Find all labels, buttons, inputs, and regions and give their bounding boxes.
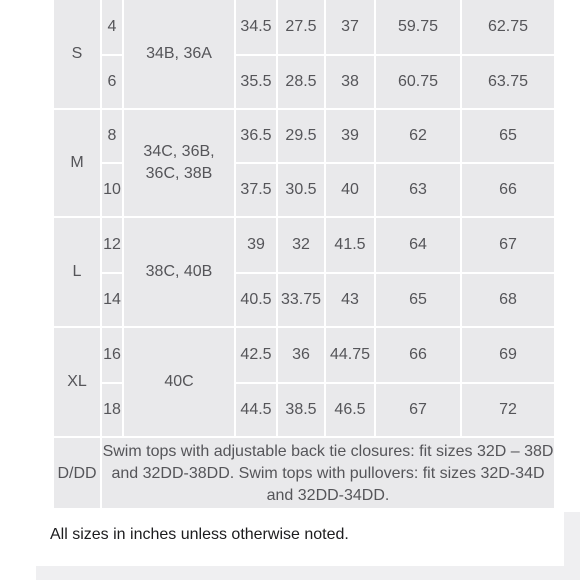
measurement-cell: 63.75 xyxy=(461,55,555,109)
measurement-cell: 72 xyxy=(461,383,555,437)
measurement-cell: 37.5 xyxy=(235,163,277,217)
measurement-cell: 33.75 xyxy=(277,273,325,327)
measurement-cell: 30.5 xyxy=(277,163,325,217)
bra-size: 38C, 40B xyxy=(123,217,235,327)
measurement-cell: 35.5 xyxy=(235,55,277,109)
table-row xyxy=(53,109,580,163)
measurement-cell: 43 xyxy=(325,273,375,327)
size-label: D/DD xyxy=(53,437,101,511)
numeric-size: 18 xyxy=(101,383,123,437)
measurement-cell: 64 xyxy=(375,217,461,273)
measurement-cell: 40.5 xyxy=(235,273,277,327)
table-row xyxy=(53,217,580,273)
size-chart-table xyxy=(52,0,580,512)
measurement-cell: 46.5 xyxy=(325,383,375,437)
blank-cell xyxy=(555,327,580,437)
size-label: S xyxy=(53,0,101,109)
measurement-cell: 37 xyxy=(325,0,375,55)
content-panel xyxy=(36,0,580,580)
measurement-cell: 29.5 xyxy=(277,109,325,163)
numeric-size: 14 xyxy=(101,273,123,327)
measurement-cell: 67 xyxy=(375,383,461,437)
measurement-cell: 38.5 xyxy=(277,383,325,437)
measurement-cell: 44.5 xyxy=(235,383,277,437)
measurement-cell: 62.75 xyxy=(461,0,555,55)
measurement-cell: 32 xyxy=(277,217,325,273)
bra-size: 34B, 36A xyxy=(123,0,235,109)
measurement-cell: 38 xyxy=(325,55,375,109)
note-cell: Swim tops with adjustable back tie closures: fit sizes 32D – 38D and 32DD-38DD. Swim tops with pullovers: fit sizes 32D-34D and 32DD-34DD. xyxy=(101,437,555,511)
measurement-cell: 63 xyxy=(375,163,461,217)
numeric-size: 16 xyxy=(101,327,123,383)
measurement-cell: 68 xyxy=(461,273,555,327)
bra-size: 40C xyxy=(123,327,235,437)
size-label: M xyxy=(53,109,101,217)
measurement-cell: 60.75 xyxy=(375,55,461,109)
left-margin xyxy=(0,0,36,580)
measurement-cell: 34.5 xyxy=(235,0,277,55)
bra-size: 34C, 36B, 36C, 38B xyxy=(123,109,235,217)
table-row xyxy=(53,0,580,55)
blank-cell xyxy=(555,437,580,511)
size-label: L xyxy=(53,217,101,327)
blank-cell xyxy=(555,217,580,327)
numeric-size: 12 xyxy=(101,217,123,273)
measurement-cell: 44.75 xyxy=(325,327,375,383)
numeric-size: 8 xyxy=(101,109,123,163)
measurement-cell: 40 xyxy=(325,163,375,217)
blank-cell xyxy=(555,0,580,109)
measurement-cell: 42.5 xyxy=(235,327,277,383)
measurement-cell: 36 xyxy=(277,327,325,383)
table-row xyxy=(53,437,580,511)
measurement-cell: 62 xyxy=(375,109,461,163)
numeric-size: 4 xyxy=(101,0,123,55)
size-label: XL xyxy=(53,327,101,437)
measurement-cell: 39 xyxy=(235,217,277,273)
measurement-cell: 41.5 xyxy=(325,217,375,273)
size-chart-card xyxy=(36,0,564,566)
measurement-cell: 65 xyxy=(375,273,461,327)
measurement-cell: 39 xyxy=(325,109,375,163)
measurement-cell: 36.5 xyxy=(235,109,277,163)
measurement-cell: 59.75 xyxy=(375,0,461,55)
measurement-cell: 28.5 xyxy=(277,55,325,109)
measurement-cell: 69 xyxy=(461,327,555,383)
measurement-cell: 67 xyxy=(461,217,555,273)
units-footnote: All sizes in inches unless otherwise noted. xyxy=(50,526,349,543)
table-row xyxy=(53,327,580,383)
measurement-cell: 27.5 xyxy=(277,0,325,55)
measurement-cell: 66 xyxy=(461,163,555,217)
numeric-size: 6 xyxy=(101,55,123,109)
measurement-cell: 65 xyxy=(461,109,555,163)
measurement-cell: 66 xyxy=(375,327,461,383)
blank-cell xyxy=(555,109,580,217)
numeric-size: 10 xyxy=(101,163,123,217)
